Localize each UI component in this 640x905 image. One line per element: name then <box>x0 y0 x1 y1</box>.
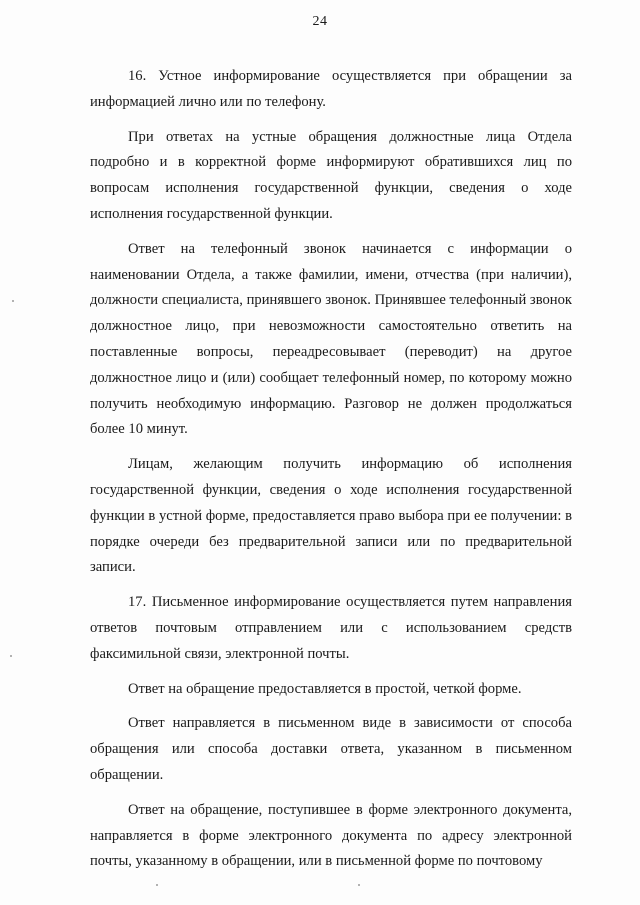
scan-speck <box>358 884 360 886</box>
document-body <box>90 64 572 884</box>
paragraph-simple-form: Ответ на обращение предоставляется в простой, четкой форме. <box>128 680 522 697</box>
paragraph-16-oral-info: 16. Устное информирование осуществляется при обращении за информацией лично или по телефону. <box>90 68 572 110</box>
paragraph-written-answer: Ответ направляется в письменном виде в зависимости от способа обращения или способа доставки ответа, указанном в письменном обращении. <box>90 715 572 783</box>
scan-speck <box>12 300 14 302</box>
paragraph-phone-call: Ответ на телефонный звонок начинается с информации о наименовании Отдела, а также фамилии, имени, отчества (при наличии), должности специалиста, принявшего звонок. Принявшее телефонный звонок должностное лицо, при невозможности самостоятельно ответить на поставленные вопросы, переадресовывает (переводит) на другое должностное лицо и (или) сообщает телефонный номер, по которому можно получить необходимую информацию. Разговор не должен продолжаться более 10 минут. <box>90 240 572 438</box>
scan-speck <box>10 655 12 657</box>
paragraph-electronic-answer: Ответ на обращение, поступившее в форме электронного документа, направляется в форме электронного документа по адресу электронной почты, указанному в обращении, или в письменной форме по почтовому <box>90 801 572 870</box>
page-number: 24 <box>312 14 328 29</box>
scan-speck <box>156 884 158 886</box>
paragraph-oral-answers: При ответах на устные обращения должностные лица Отдела подробно и в корректной форме информируют обратившихся лиц по вопросам исполнения государственной функции, сведения о ходе исполнения государственной функции. <box>90 128 572 222</box>
paragraph-queue-choice: Лицам, желающим получить информацию об исполнения государственной функции, сведения о ходе исполнения государственной функции в устной форме, предоставляется право выбора при ее получении: в порядке очереди без предварительной записи или по предварительной записи. <box>90 456 572 576</box>
paragraph-17-written-info: 17. Письменное информирование осуществляется путем направления ответов почтовым отправлением или с использованием средств факсимильной связи, электронной почты. <box>90 594 572 662</box>
